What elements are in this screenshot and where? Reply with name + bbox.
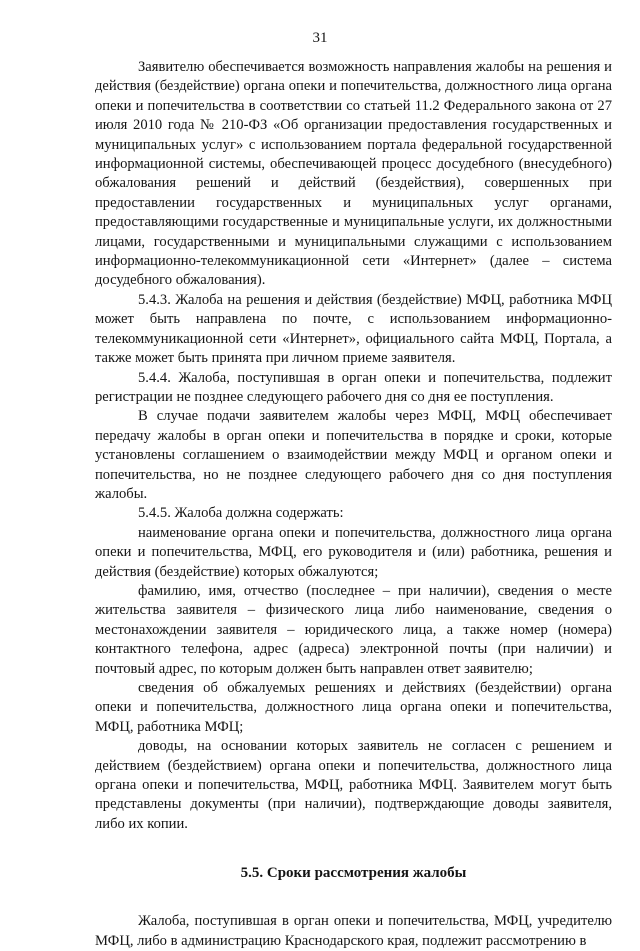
paragraph-4: В случае подачи заявителем жалобы через МФЦ, МФЦ обеспечивает передачу жалобы в орган опеки и попечительства в порядке и сроки, которые установлены соглашением о взаимодействии между МФЦ и органом опеки и попечительства, но не позднее следующего рабочего дня со дня поступления жалобы. (95, 408, 612, 502)
paragraph-1: Заявителю обеспечивается возможность направления жалобы на решения и действия (бездействие) органа опеки и попечительства, должностного лица органа опеки и попечительства в соответствии со статьей 11.2 Федерального закона от 27 июля 2010 года № 210-ФЗ «Об организации предоставления государственных и муниципальных услуг» с использованием портала федеральной государственной информационной системы, обеспечивающей процесс досудебного (внесудебного) обжалования решений и действий (бездействия), совершенных при предоставлении государственных и муниципальных услуг органами, предоставляющими государственные и муниципальные услуги, их должностными лицами, государственными и муниципальными служащими с использованием информационно-телекоммуникационной сети «Интернет» (далее – система досудебного обжалования). (95, 59, 612, 289)
paragraph-5: 5.4.5. Жалоба должна содержать: (138, 505, 344, 522)
paragraph-9: доводы, на основании которых заявитель не согласен с решением и действием (бездействием) органа опеки и попечительства, должностного лица органа опеки и попечительства, МФЦ, работника МФЦ. Заявителем могут быть представлены документы (при наличии), подтверждающие доводы заявителя, либо их копии. (95, 738, 612, 832)
document-body (95, 58, 612, 951)
paragraph-8: сведения об обжалуемых решениях и действиях (бездействии) органа опеки и попечительства, должностного лица органа опеки и попечительства, МФЦ, работника МФЦ; (95, 680, 612, 735)
paragraph-6: наименование органа опеки и попечительства, должностного лица органа опеки и попечительства, МФЦ, его руководителя и (или) работника, решения и действия (бездействие) которых обжалуются; (95, 524, 612, 580)
paragraph-3: 5.4.4. Жалоба, поступившая в орган опеки и попечительства, подлежит регистрации не позднее следующего рабочего дня со дня ее поступления. (95, 369, 612, 405)
page-number: 31 (312, 30, 328, 46)
section-paragraph-1: Жалоба, поступившая в орган опеки и попечительства, МФЦ, учредителю МФЦ, либо в администрацию Краснодарского края, подлежит рассмотрению в (95, 913, 612, 949)
paragraph-7: фамилию, имя, отчество (последнее – при наличии), сведения о месте жительства заявителя – физического лица либо наименование, сведения о местонахождении заявителя – юридического лица, а также номер (номера) контактного телефона, адрес (адреса) электронной почты (при наличии) и почтовый адрес, по которым должен быть направлен ответ заявителю; (95, 582, 612, 677)
paragraph-2: 5.4.3. Жалоба на решения и действия (бездействие) МФЦ, работника МФЦ может быть направлена по почте, с использованием информационно-телекоммуникационной сети «Интернет», официального сайта МФЦ, Портала, а также может быть принята при личном приеме заявителя. (95, 291, 612, 367)
section-heading: 5.5. Сроки рассмотрения жалобы (240, 865, 467, 882)
